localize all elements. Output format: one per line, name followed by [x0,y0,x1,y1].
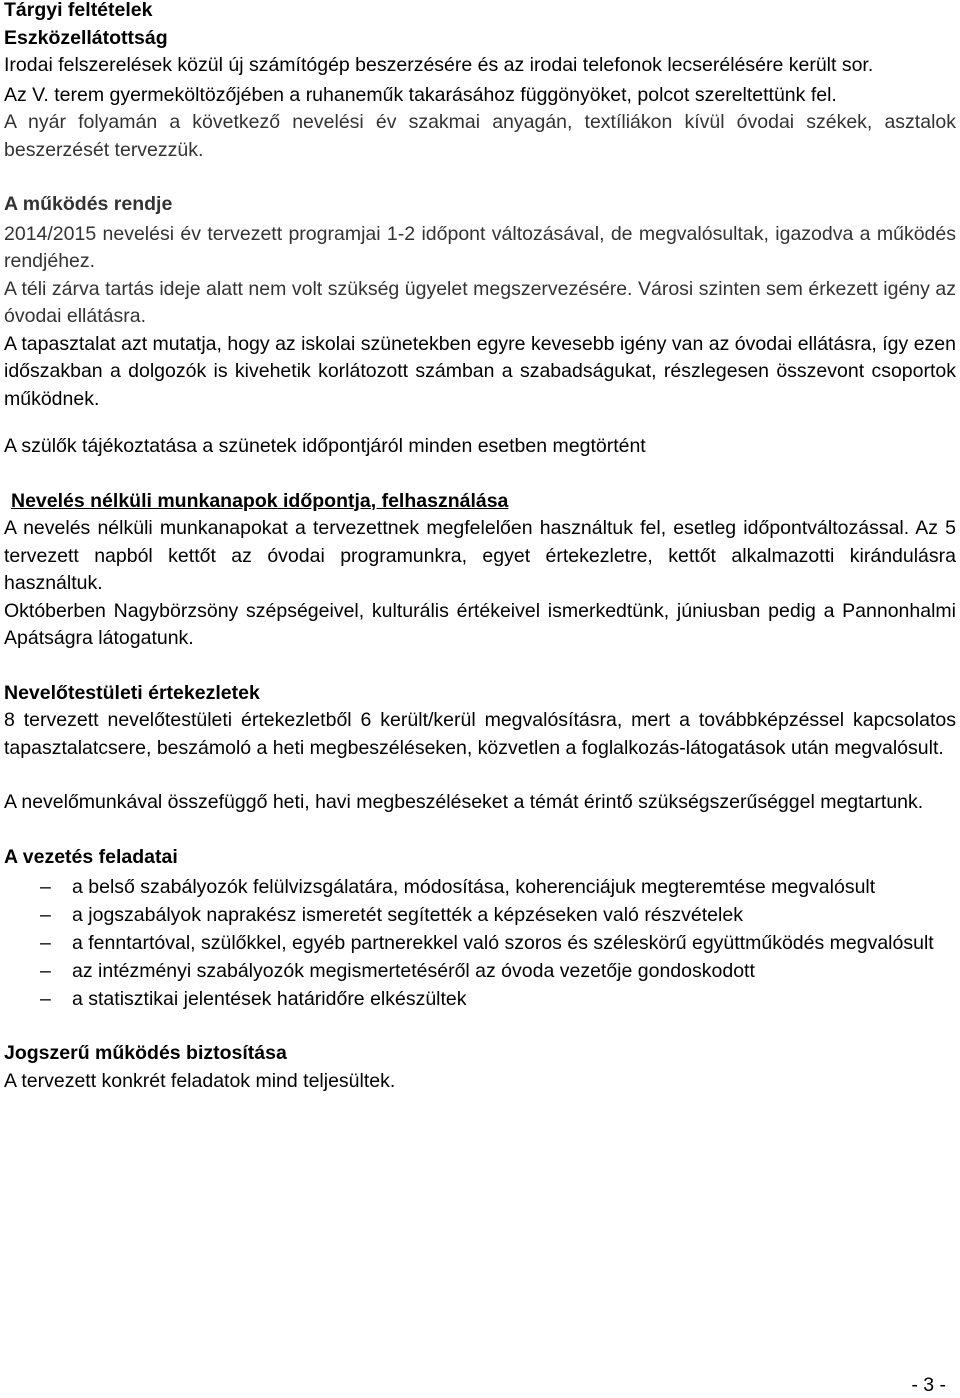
list-item [4,929,956,957]
operation-paragraph-4: A szülők tájékoztatása a szünetek időpontjáról minden esetben megtörtént [4,435,646,457]
page-number: - 3 - [911,1374,946,1396]
list-item-text: a belső szabályozók felülvizsgálatára, módosítása, koherenciájuk megteremtése megvalósult [72,876,876,898]
list-item-text: a jogszabályok naprakész ismeretét segítették a képzéseken való részvételek [72,904,743,926]
dash-bullet: – [40,904,51,926]
list-item-text: a statisztikai jelentések határidőre elkészültek [72,988,467,1010]
list-item [4,985,956,1013]
list-item [4,957,956,985]
equipment-paragraph-2: Az V. terem gyermeköltözőjében a ruhaneműk takarásához függönyöket, polcot szereltettünk fel. [4,83,837,106]
operation-paragraph-2: A téli zárva tartás ideje alatt nem volt szükség ügyelet megszervezésére. Városi szinten sem érkezett igény az óvodai ellátásra. [4,277,956,327]
dash-bullet: – [40,988,51,1010]
list-item [4,901,956,929]
document-page [4,0,956,1095]
management-heading: A vezetés feladatai [4,845,178,868]
section-title: Tárgyi feltételek [4,0,153,21]
workdays-paragraph-1: A nevelés nélküli munkanapokat a tervezettnek megfelelően használtuk fel, esetleg időpontváltozással. Az 5 tervezett napból kettőt az óvodai programunkra, egyet értekezletre, kettőt alkalmazotti kirándulásra használtuk. [4,517,956,594]
operation-paragraph-3: A tapasztalat azt mutatja, hogy az iskolai szünetekben egyre kevesebb igény van az óvodai ellátásra, így ezen időszakban a dolgozók is kivehetik korlátozott számban a szabadságukat, részlegesen összevont csoportok működnek. [4,332,956,410]
operation-paragraph-1: 2014/2015 nevelési év tervezett programjai 1-2 időpont változásával, de megvalósultak, igazodva a működés rendjéhez. [4,222,956,272]
list-item [4,873,956,901]
workdays-heading: Nevelés nélküli munkanapok időpontja, felhasználása [11,489,509,512]
dash-bullet: – [40,960,51,982]
equipment-paragraph-1: Irodai felszerelések közül új számítógép beszerzésére és az irodai telefonok lecserélésére került sor. [4,54,874,76]
list-item-text: az intézményi szabályozók megismertetéséről az óvoda vezetője gondoskodott [72,960,755,982]
workdays-paragraph-2: Októberben Nagybörzsöny szépségeivel, kulturális értékeivel ismerkedtünk, júniusban pedig a Pannonhalmi Apátságra látogatunk. [4,599,956,649]
staff-meetings-paragraph-2: A nevelőmunkával összefüggő heti, havi megbeszéléseket a témát érintő szükségszerűséggel megtartunk. [4,791,924,813]
legal-heading: Jogszerű működés biztosítása [4,1042,287,1064]
management-task-list [4,873,956,1013]
dash-bullet: – [40,932,51,954]
equipment-paragraph-3: A nyár folyamán a következő nevelési év szakmai anyagán, textíliákon kívül óvodai székek, asztalok beszerzését tervezzük. [4,111,956,161]
dash-bullet: – [40,876,51,898]
section-subtitle: Eszközellátottság [4,26,168,49]
staff-meetings-heading: Nevelőtestületi értekezletek [4,681,260,704]
staff-meetings-paragraph-1: 8 tervezett nevelőtestületi értekezletből 6 került/kerül megvalósításra, mert a továbbképzéssel kapcsolatos tapasztalatcsere, beszámoló a heti megbeszéléseken, közvetlen a foglalkozás-látogatások után megvalósult. [4,709,956,759]
operation-heading: A működés rendje [4,193,173,215]
list-item-text: a fenntartóval, szülőkkel, egyéb partnerekkel való szoros és széleskörű együttműködés megvalósult [72,932,934,954]
legal-paragraph: A tervezett konkrét feladatok mind teljesültek. [4,1069,396,1092]
